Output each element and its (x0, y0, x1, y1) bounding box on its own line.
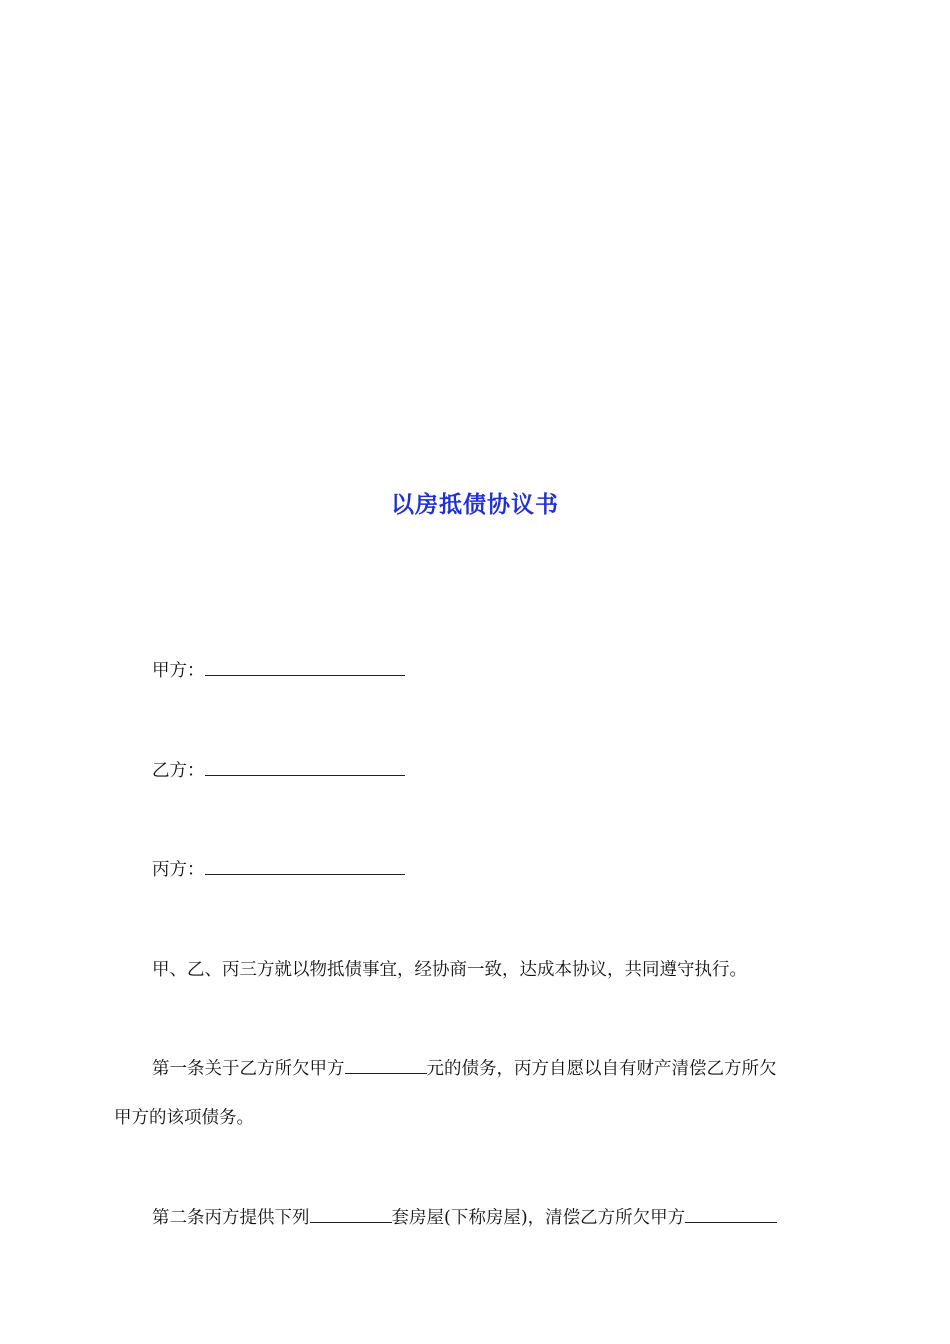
article-1-text-a: 第一条关于乙方所欠甲方 (152, 1059, 345, 1079)
party-b-line (152, 759, 405, 783)
document-title: 以房抵债协议书 (391, 492, 559, 518)
article-1-text-b: 元的债务，丙方自愿以自有财产清偿乙方所欠 (426, 1059, 777, 1079)
article-2-amount-blank (685, 1206, 777, 1223)
intro-paragraph: 甲、乙、丙三方就以物抵债事宜，经协商一致，达成本协议，共同遵守执行。 (152, 960, 747, 980)
party-c-blank (205, 858, 405, 875)
party-c-label: 丙方： (152, 860, 205, 880)
article-2-line-1 (152, 1206, 777, 1230)
article-2-text-b: 套房屋(下称房屋)，清偿乙方所欠甲方 (391, 1208, 686, 1228)
article-1-line-1 (152, 1057, 777, 1081)
article-1-amount-blank (345, 1057, 427, 1074)
article-1-line-2: 甲方的该项债务。 (114, 1108, 254, 1128)
party-b-blank (205, 759, 405, 776)
party-a-line (152, 659, 405, 683)
article-2-sets-blank (310, 1206, 392, 1223)
party-a-blank (205, 659, 405, 676)
party-a-label: 甲方： (152, 661, 205, 681)
party-b-label: 乙方： (152, 761, 205, 781)
article-2-text-a: 第二条丙方提供下列 (152, 1208, 310, 1228)
party-c-line (152, 858, 405, 882)
